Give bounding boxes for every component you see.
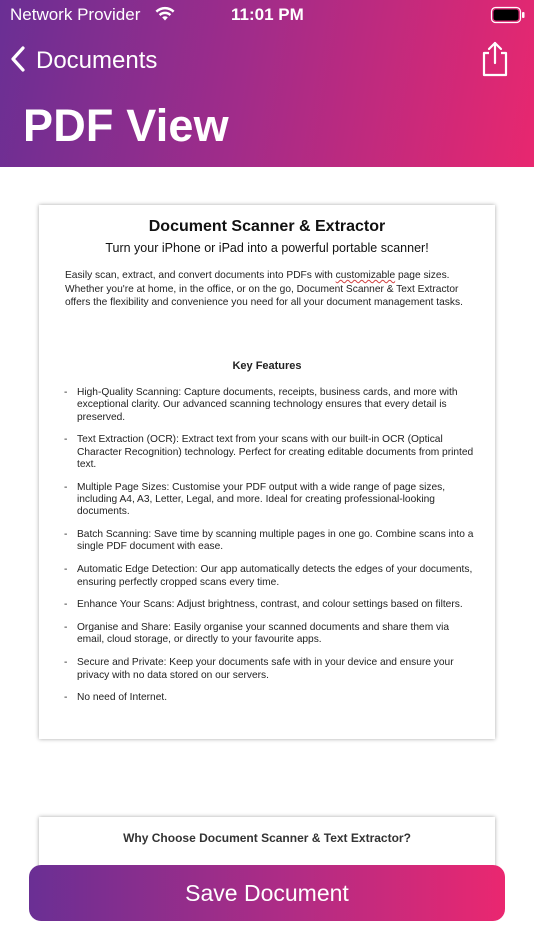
status-bar xyxy=(0,0,534,30)
back-button-label: Documents xyxy=(36,47,158,74)
carrier-label: Network Provider xyxy=(10,5,141,24)
pdf-page xyxy=(39,205,495,739)
feature-text: Organise and Share: Easily organise your scanned documents and share them via email, cloud storage, or directly to your favourite apps. xyxy=(77,622,450,646)
intro-underlined-word: customizable xyxy=(335,270,396,281)
feature-text: Multiple Page Sizes: Customise your PDF output with a wide range of page sizes, including A4, A3, Letter, Legal, and more. Ideal for creating professional-looking documents. xyxy=(77,481,446,518)
feature-list xyxy=(64,387,474,715)
feature-text: No need of Internet. xyxy=(77,692,168,704)
document-title: Document Scanner & Extractor xyxy=(148,218,386,235)
list-item: - Text Extraction (OCR): Extract text from your scans with our built-in OCR (Optical Character Recognition) technology. Perfect for creating editable documents from printed text. xyxy=(64,434,474,470)
page-title: PDF View xyxy=(23,100,229,151)
list-item: - No need of Internet. xyxy=(64,692,168,704)
pdf-viewer[interactable] xyxy=(0,167,534,845)
list-item: - High-Quality Scanning: Capture documents, receipts, business cards, and more with exceptional clarity. Our advanced scanning technology ensures that every detail is preserved. xyxy=(64,387,458,423)
feature-text: Secure and Private: Keep your documents safe with in your device and ensure your privacy with no data stored on our servers. xyxy=(77,657,454,681)
list-item: - Secure and Private: Keep your documents safe with in your device and ensure your privacy with no data stored on our servers. xyxy=(64,657,454,681)
share-button[interactable] xyxy=(478,40,512,78)
intro-text-2: page sizes. Whether you're at home, in the office, or on the go, Document Scanner & Text Extractor offers the flexibility and convenience you need for all your document management tasks. xyxy=(65,270,463,308)
feature-text: Automatic Edge Detection: Our app automatically detects the edges of your documents, ensuring perfectly cropped scans every time. xyxy=(77,564,473,588)
feature-text: Batch Scanning: Save time by scanning multiple pages in one go. Combine scans into a single PDF document with ease. xyxy=(77,529,474,553)
list-item: - Organise and Share: Easily organise your scanned documents and share them via email, cloud storage, or directly to your favourite apps. xyxy=(64,622,450,646)
battery-icon xyxy=(491,7,525,28)
list-item: - Automatic Edge Detection: Our app automatically detects the edges of your documents, ensuring perfectly cropped scans every time. xyxy=(64,564,473,588)
chevron-left-icon xyxy=(10,45,26,78)
document-intro xyxy=(65,269,470,310)
document-subtitle: Turn your iPhone or iPad into a powerful portable scanner! xyxy=(105,241,429,255)
feature-text: High-Quality Scanning: Capture documents, receipts, business cards, and more with exceptional clarity. Our advanced scanning technology ensures that every detail is preserved. xyxy=(77,387,458,423)
clock: 11:01 PM xyxy=(231,5,304,24)
next-page-heading: Why Choose Document Scanner & Text Extractor? xyxy=(123,831,411,845)
back-button[interactable] xyxy=(10,44,157,78)
feature-text: Text Extraction (OCR): Extract text from your scans with our built-in OCR (Optical Character Recognition) technology. Perfect for creating editable documents from printed text. xyxy=(77,434,474,470)
wifi-icon xyxy=(155,6,175,27)
feature-text: Enhance Your Scans: Adjust brightness, contrast, and colour settings based on filters. xyxy=(77,599,463,611)
save-document-button[interactable]: Save Document xyxy=(29,865,505,921)
share-icon xyxy=(478,40,512,78)
header xyxy=(0,0,534,167)
intro-text-1: Easily scan, extract, and convert documents into PDFs with xyxy=(65,270,336,281)
list-item: - Batch Scanning: Save time by scanning multiple pages in one go. Combine scans into a single PDF document with ease. xyxy=(64,529,474,553)
list-item: - Multiple Page Sizes: Customise your PDF output with a wide range of page sizes, including A4, A3, Letter, Legal, and more. Ideal for creating professional-looking documents. xyxy=(64,481,446,518)
list-item: - Enhance Your Scans: Adjust brightness, contrast, and colour settings based on filters. xyxy=(64,599,463,611)
section-heading: Key Features xyxy=(232,360,302,372)
